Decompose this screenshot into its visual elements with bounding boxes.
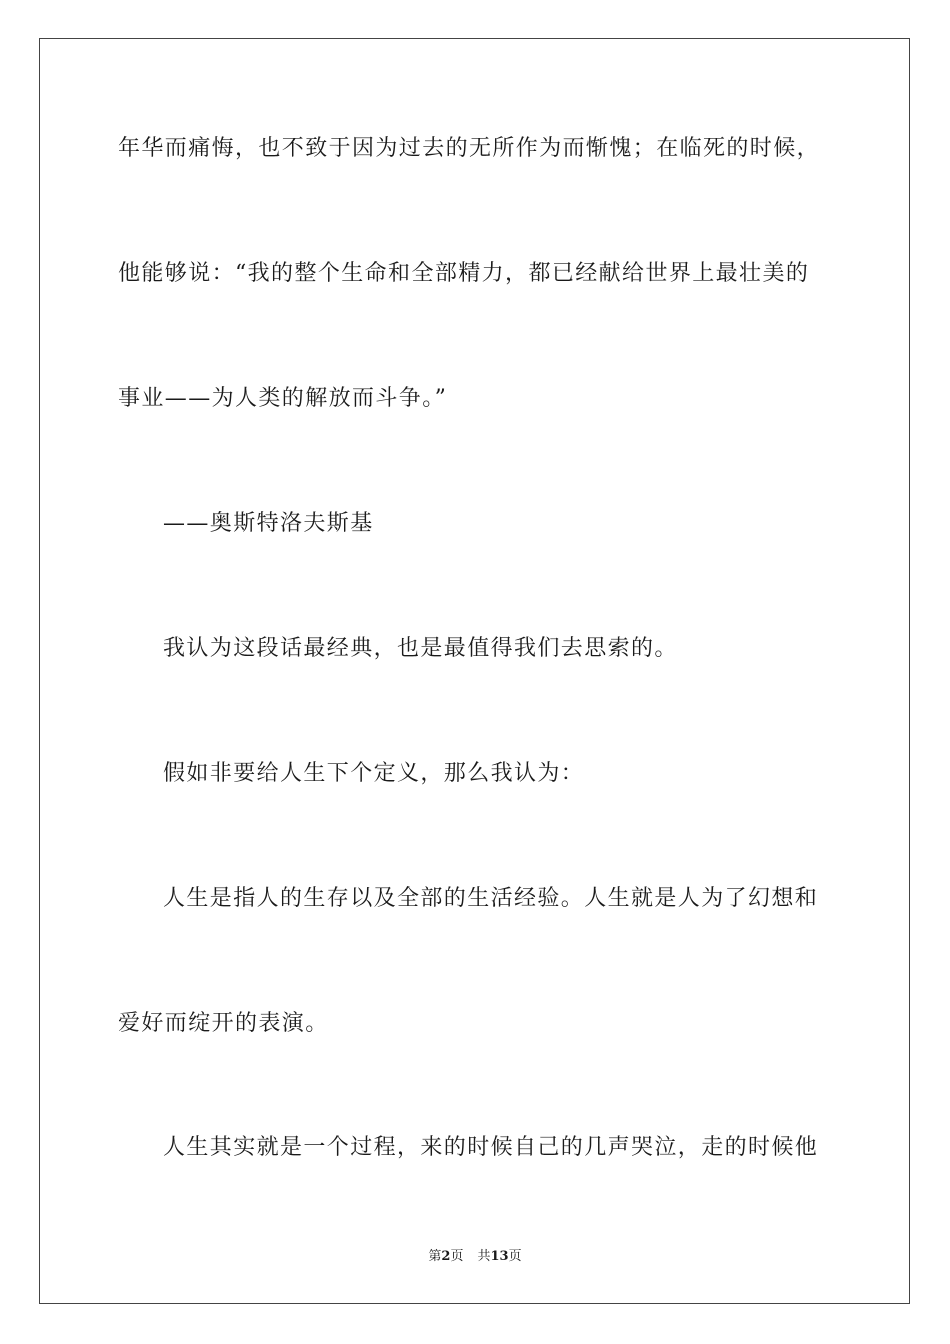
paragraph-line-8: 爱好而绽开的表演。: [118, 1011, 329, 1036]
paragraph-line-3: 事业——为人类的解放而斗争。”: [118, 386, 448, 411]
total-prefix: 共: [477, 1249, 491, 1264]
page-footer: [0, 1248, 950, 1266]
paragraph-line-9: 人生其实就是一个过程，来的时候自己的几声哭泣，走的时候他: [163, 1135, 819, 1160]
paragraph-line-5: 我认为这段话最经典，也是最值得我们去思索的。: [163, 636, 678, 661]
total-suffix: 页: [508, 1249, 522, 1264]
page-frame: [39, 38, 910, 1304]
page-prefix: 第: [428, 1249, 442, 1264]
paragraph-line-7: 人生是指人的生存以及全部的生活经验。人生就是人为了幻想和: [163, 886, 819, 911]
paragraph-line-6: 假如非要给人生下个定义，那么我认为：: [163, 761, 585, 786]
paragraph-line-2: 他能够说：“我的整个生命和全部精力，都已经献给世界上最壮美的: [118, 261, 810, 286]
quote-attribution: ——奥斯特洛夫斯基: [163, 511, 374, 536]
page-suffix: 页: [450, 1249, 464, 1264]
total-pages: 13: [490, 1249, 509, 1264]
paragraph-line-1: 年华而痛悔，也不致于因为过去的无所作为而惭愧；在临死的时候，: [118, 136, 821, 161]
page-number: 2: [441, 1249, 451, 1264]
